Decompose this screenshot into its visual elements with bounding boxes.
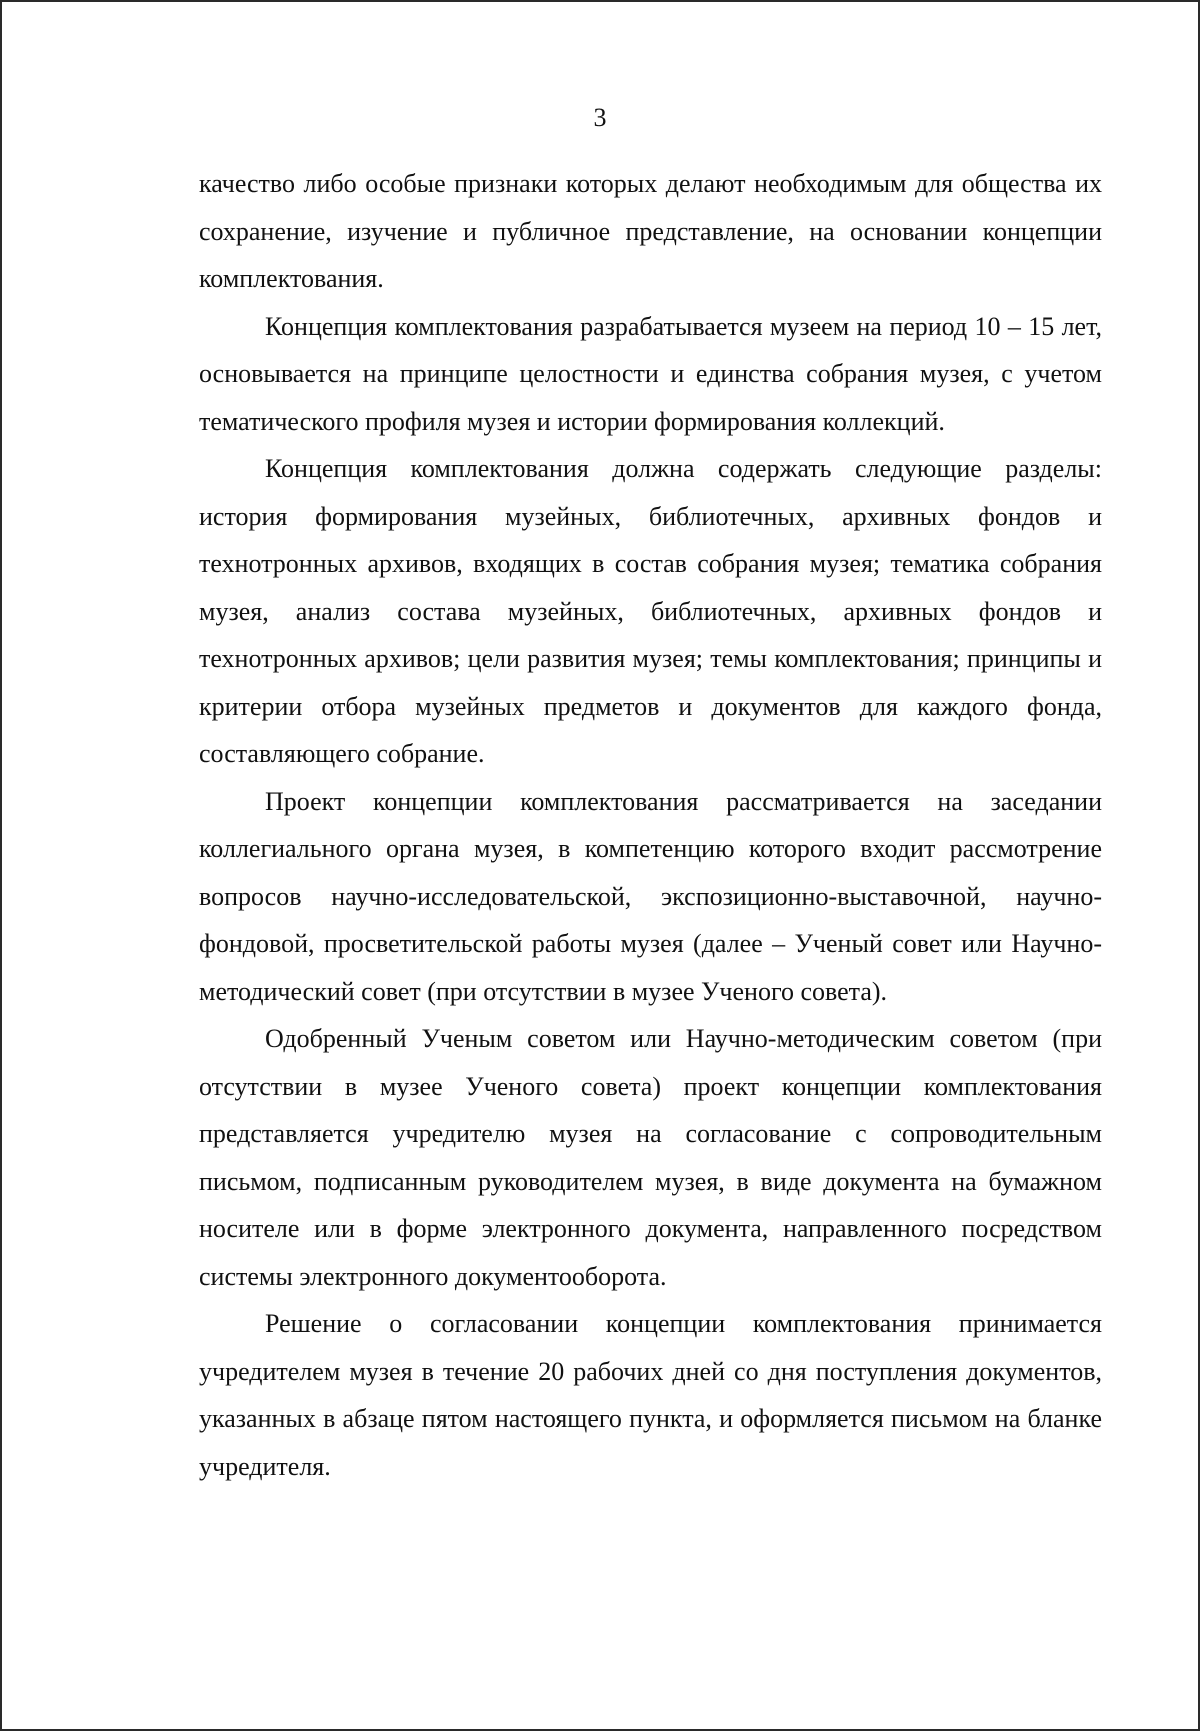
paragraph-approval-submission: Одобренный Ученым советом или Научно-методическим советом (при отсутствии в музее Ученого совета) проект концепции комплектования представляется учредителю музея на согласование с сопроводительным письмом, подписанным руководителем музея, в виде документа на бумажном носителе или в форме электронного документа, направленного посредством системы электронного документооборота. xyxy=(199,1024,1102,1291)
paragraph-project-review: Проект концепции комплектования рассматривается на заседании коллегиального органа музея, в компетенцию которого входит рассмотрение вопросов научно-исследовательской, экспозиционно-выставочной, научно-фондовой, просветительской работы музея (далее – Ученый совет или Научно-методический совет (при отсутствии в музее Ученого совета). xyxy=(199,786,1102,1006)
paragraph-concept-period: Концепция комплектования разрабатывается музеем на период 10 – 15 лет, основывается на принципе целостности и единства собрания музея, с учетом тематического профиля музея и истории формирования коллекций. xyxy=(199,311,1102,436)
paragraph-continuation: качество либо особые признаки которых делают необходимым для общества их сохранение, изучение и публичное представление, на основании концепции комплектования. xyxy=(199,169,1102,293)
document-body xyxy=(199,160,1102,1490)
paragraph-concept-sections: Концепция комплектования должна содержать следующие разделы: история формирования музейных, библиотечных, архивных фондов и технотронных архивов, входящих в состав собрания музея; тематика собрания музея, анализ состава музейных, библиотечных, архивных фондов и технотронных архивов; цели развития музея; темы комплектования; принципы и критерии отбора музейных предметов и документов для каждого фонда, составляющего собрание. xyxy=(199,454,1102,768)
page-number: 3 xyxy=(593,103,607,132)
paragraph-decision: Решение о согласовании концепции комплектования принимается учредителем музея в течение 20 рабочих дней со дня поступления документов, указанных в абзаце пятом настоящего пункта, и оформляется письмом на бланке учредителя. xyxy=(199,1309,1102,1481)
